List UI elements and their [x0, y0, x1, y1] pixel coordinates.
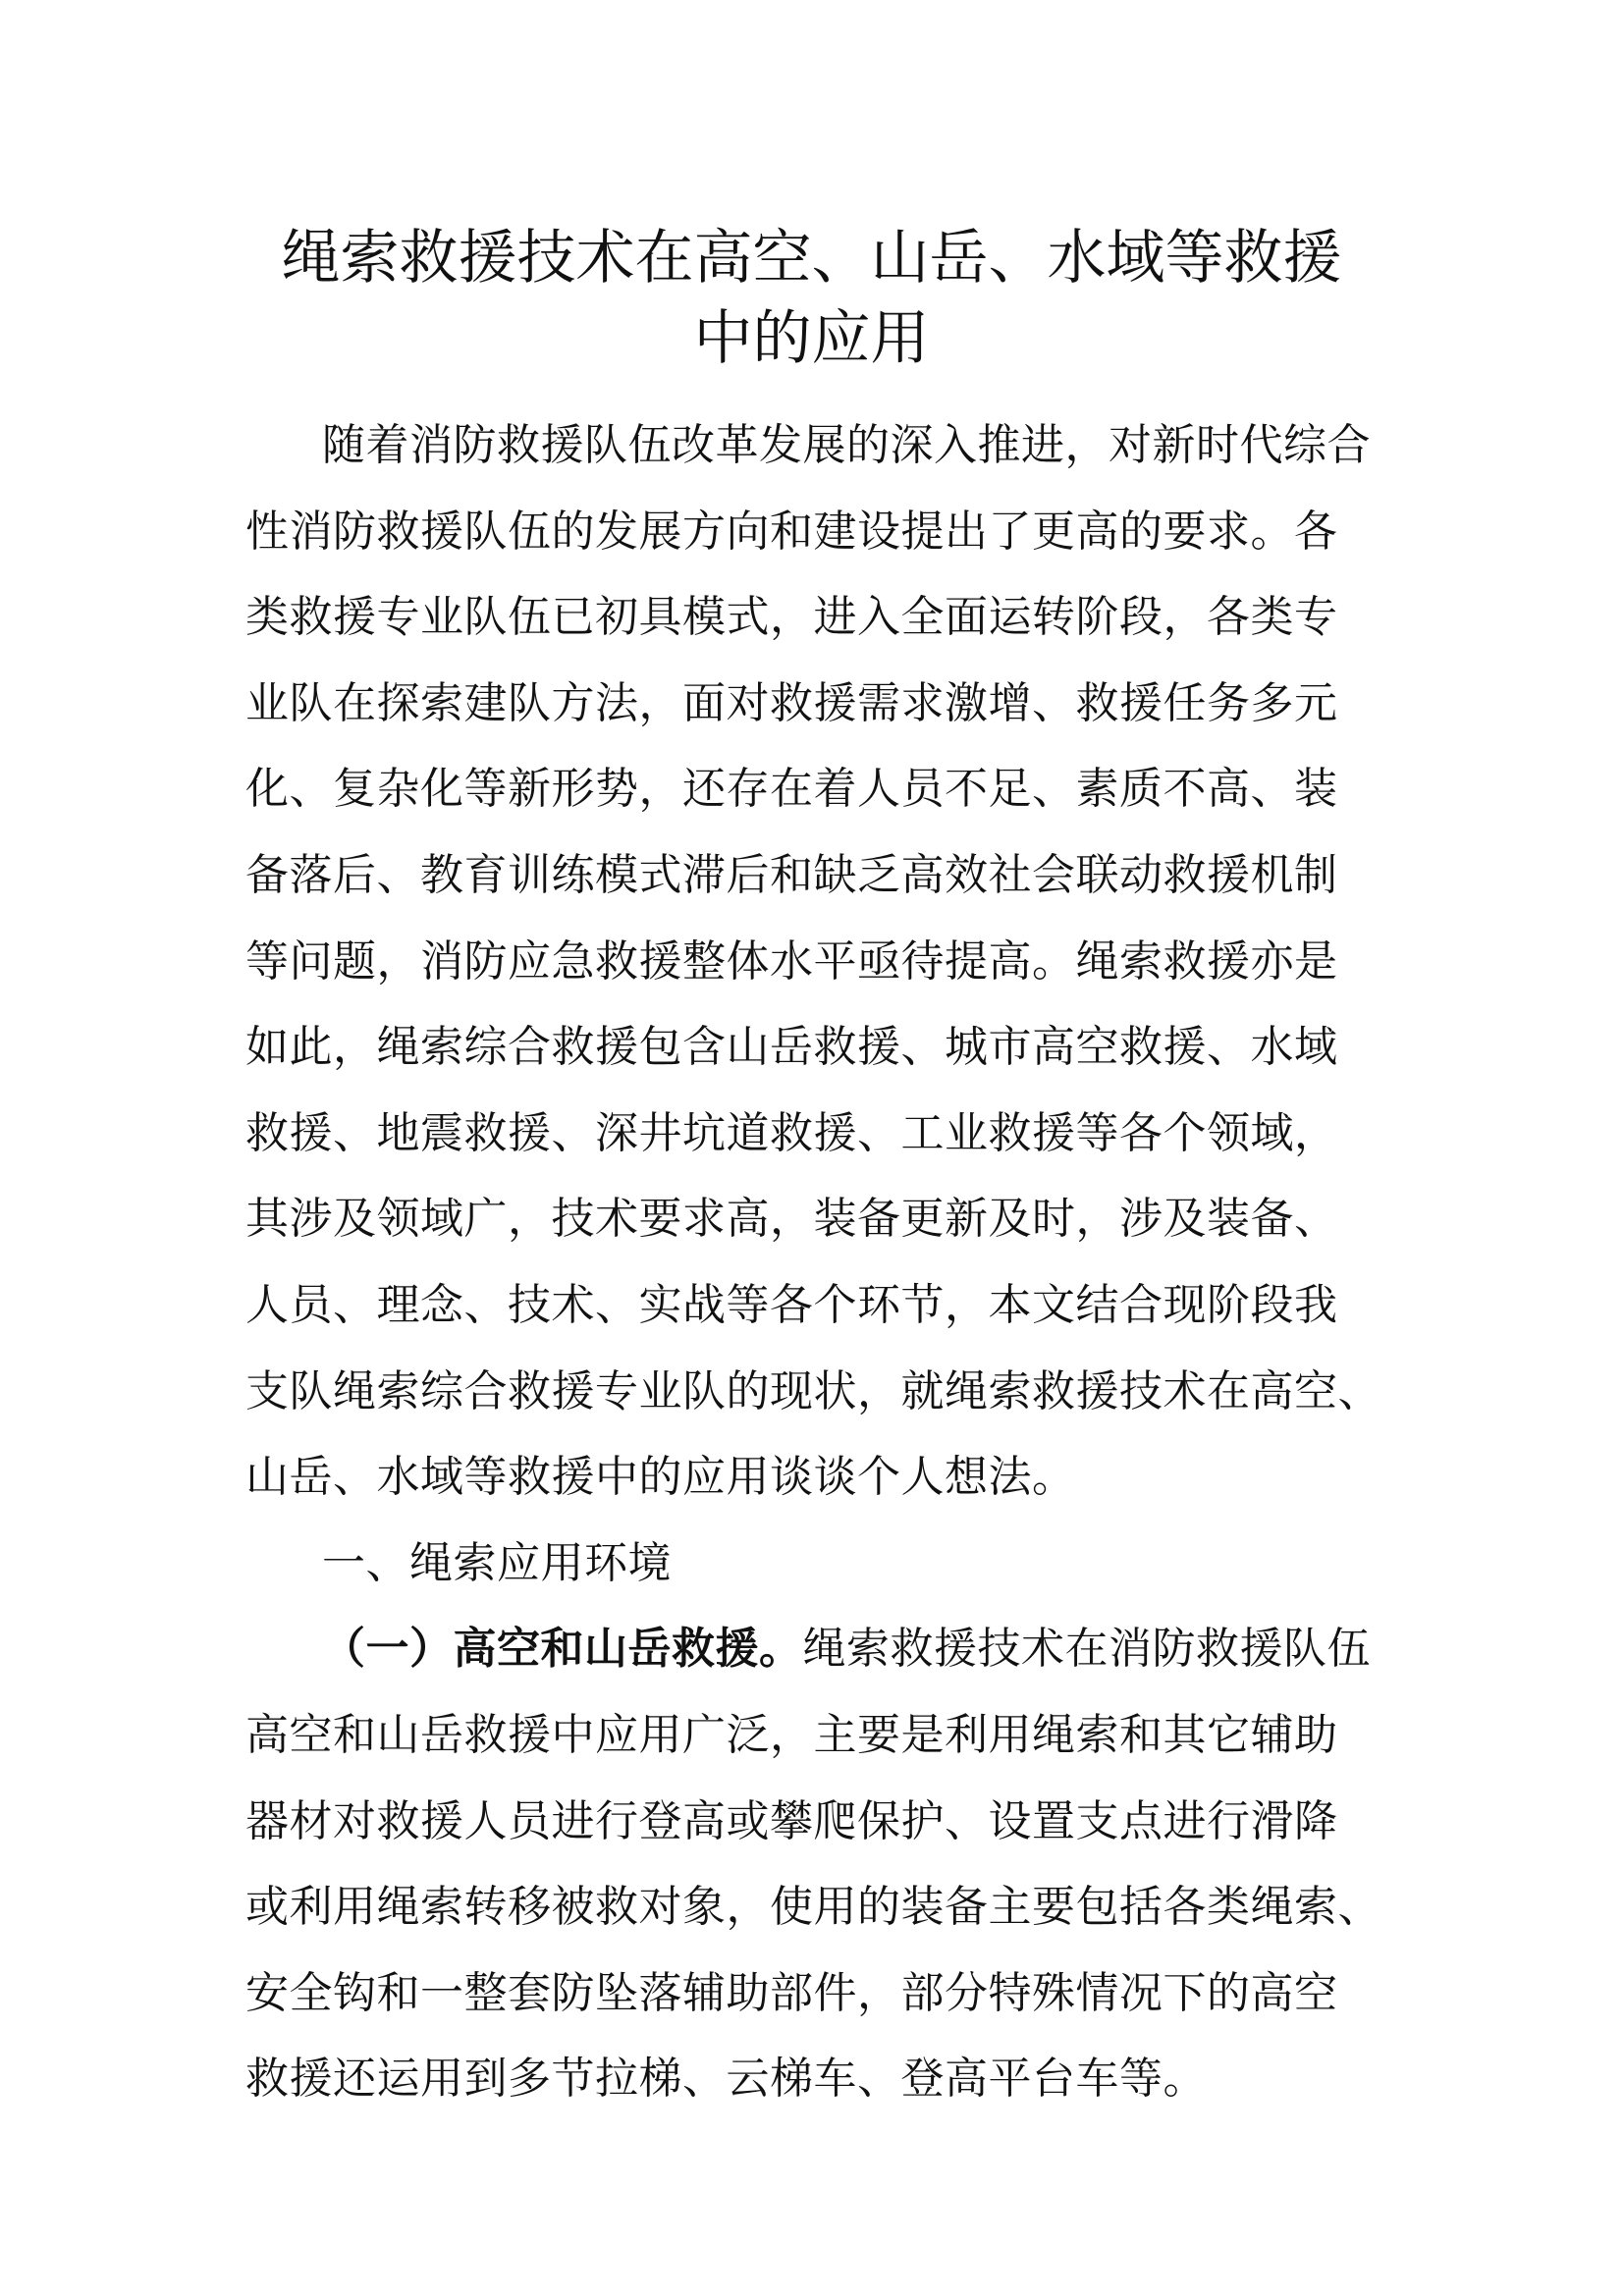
text-line: 或利用绳索转移被救对象，使用的装备主要包括各类绳索、	[245, 1882, 1381, 1933]
text-line: 救援、地震救援、深井坑道救援、工业救援等各个领域，	[245, 1107, 1338, 1158]
text-line: 如此，绳索综合救援包含山岳救援、城市高空救援、水域	[245, 1022, 1338, 1073]
text-line: 器材对救援人员进行登高或攀爬保护、设置支点进行滑降	[245, 1795, 1338, 1846]
text-line	[245, 1606, 1394, 1692]
text-line: 性消防救援队伍的发展方向和建设提出了更高的要求。各	[245, 506, 1338, 557]
subsection-paragraph	[245, 1606, 1394, 2122]
text-line: 山岳、水域等救援中的应用谈谈个人想法。	[245, 1452, 1076, 1503]
text-line: 人员、理念、技术、实战等各个环节，本文结合现阶段我	[245, 1279, 1338, 1330]
text-line: 其涉及领域广，技术要求高，装备更新及时，涉及装备、	[245, 1194, 1338, 1245]
subsection-heading: （一）高空和山岳救援。	[322, 1624, 803, 1675]
text-line: 高空和山岳救援中应用广泛，主要是利用绳索和其它辅助	[245, 1709, 1338, 1760]
text-line: 随着消防救援队伍改革发展的深入推进，对新时代综合	[322, 420, 1371, 470]
text-line: 备落后、教育训练模式滞后和缺乏高效社会联动救援机制	[245, 849, 1338, 900]
title-line-1: 绳索救援技术在高空、山岳、水域等救援	[281, 224, 1342, 293]
text-line: 救援还运用到多节拉梯、云梯车、登高平台车等。	[245, 2054, 1207, 2105]
text-line: 类救援专业队伍已初具模式，进入全面运转阶段，各类专	[245, 592, 1338, 643]
text-line: 化、复杂化等新形势，还存在着人员不足、素质不高、装	[245, 764, 1338, 815]
intro-paragraph	[245, 402, 1394, 1521]
text-line: 安全钩和一整套防坠落辅助部件，部分特殊情况下的高空	[245, 1967, 1338, 2018]
text-line: 等问题，消防应急救援整体水平亟待提高。绳索救援亦是	[245, 935, 1338, 987]
section-heading: 一、绳索应用环境	[322, 1537, 672, 1588]
text-line: 业队在探索建队方法，面对救援需求激增、救援任务多元	[245, 677, 1338, 728]
document-title	[226, 218, 1397, 379]
subsection-first-line-text: 绳索救援技术在消防救援队伍	[802, 1624, 1371, 1675]
title-line-2: 中的应用	[693, 304, 930, 373]
text-line: 支队绳索综合救援专业队的现状，就绳索救援技术在高空、	[245, 1365, 1381, 1416]
document-body	[245, 402, 1394, 2122]
